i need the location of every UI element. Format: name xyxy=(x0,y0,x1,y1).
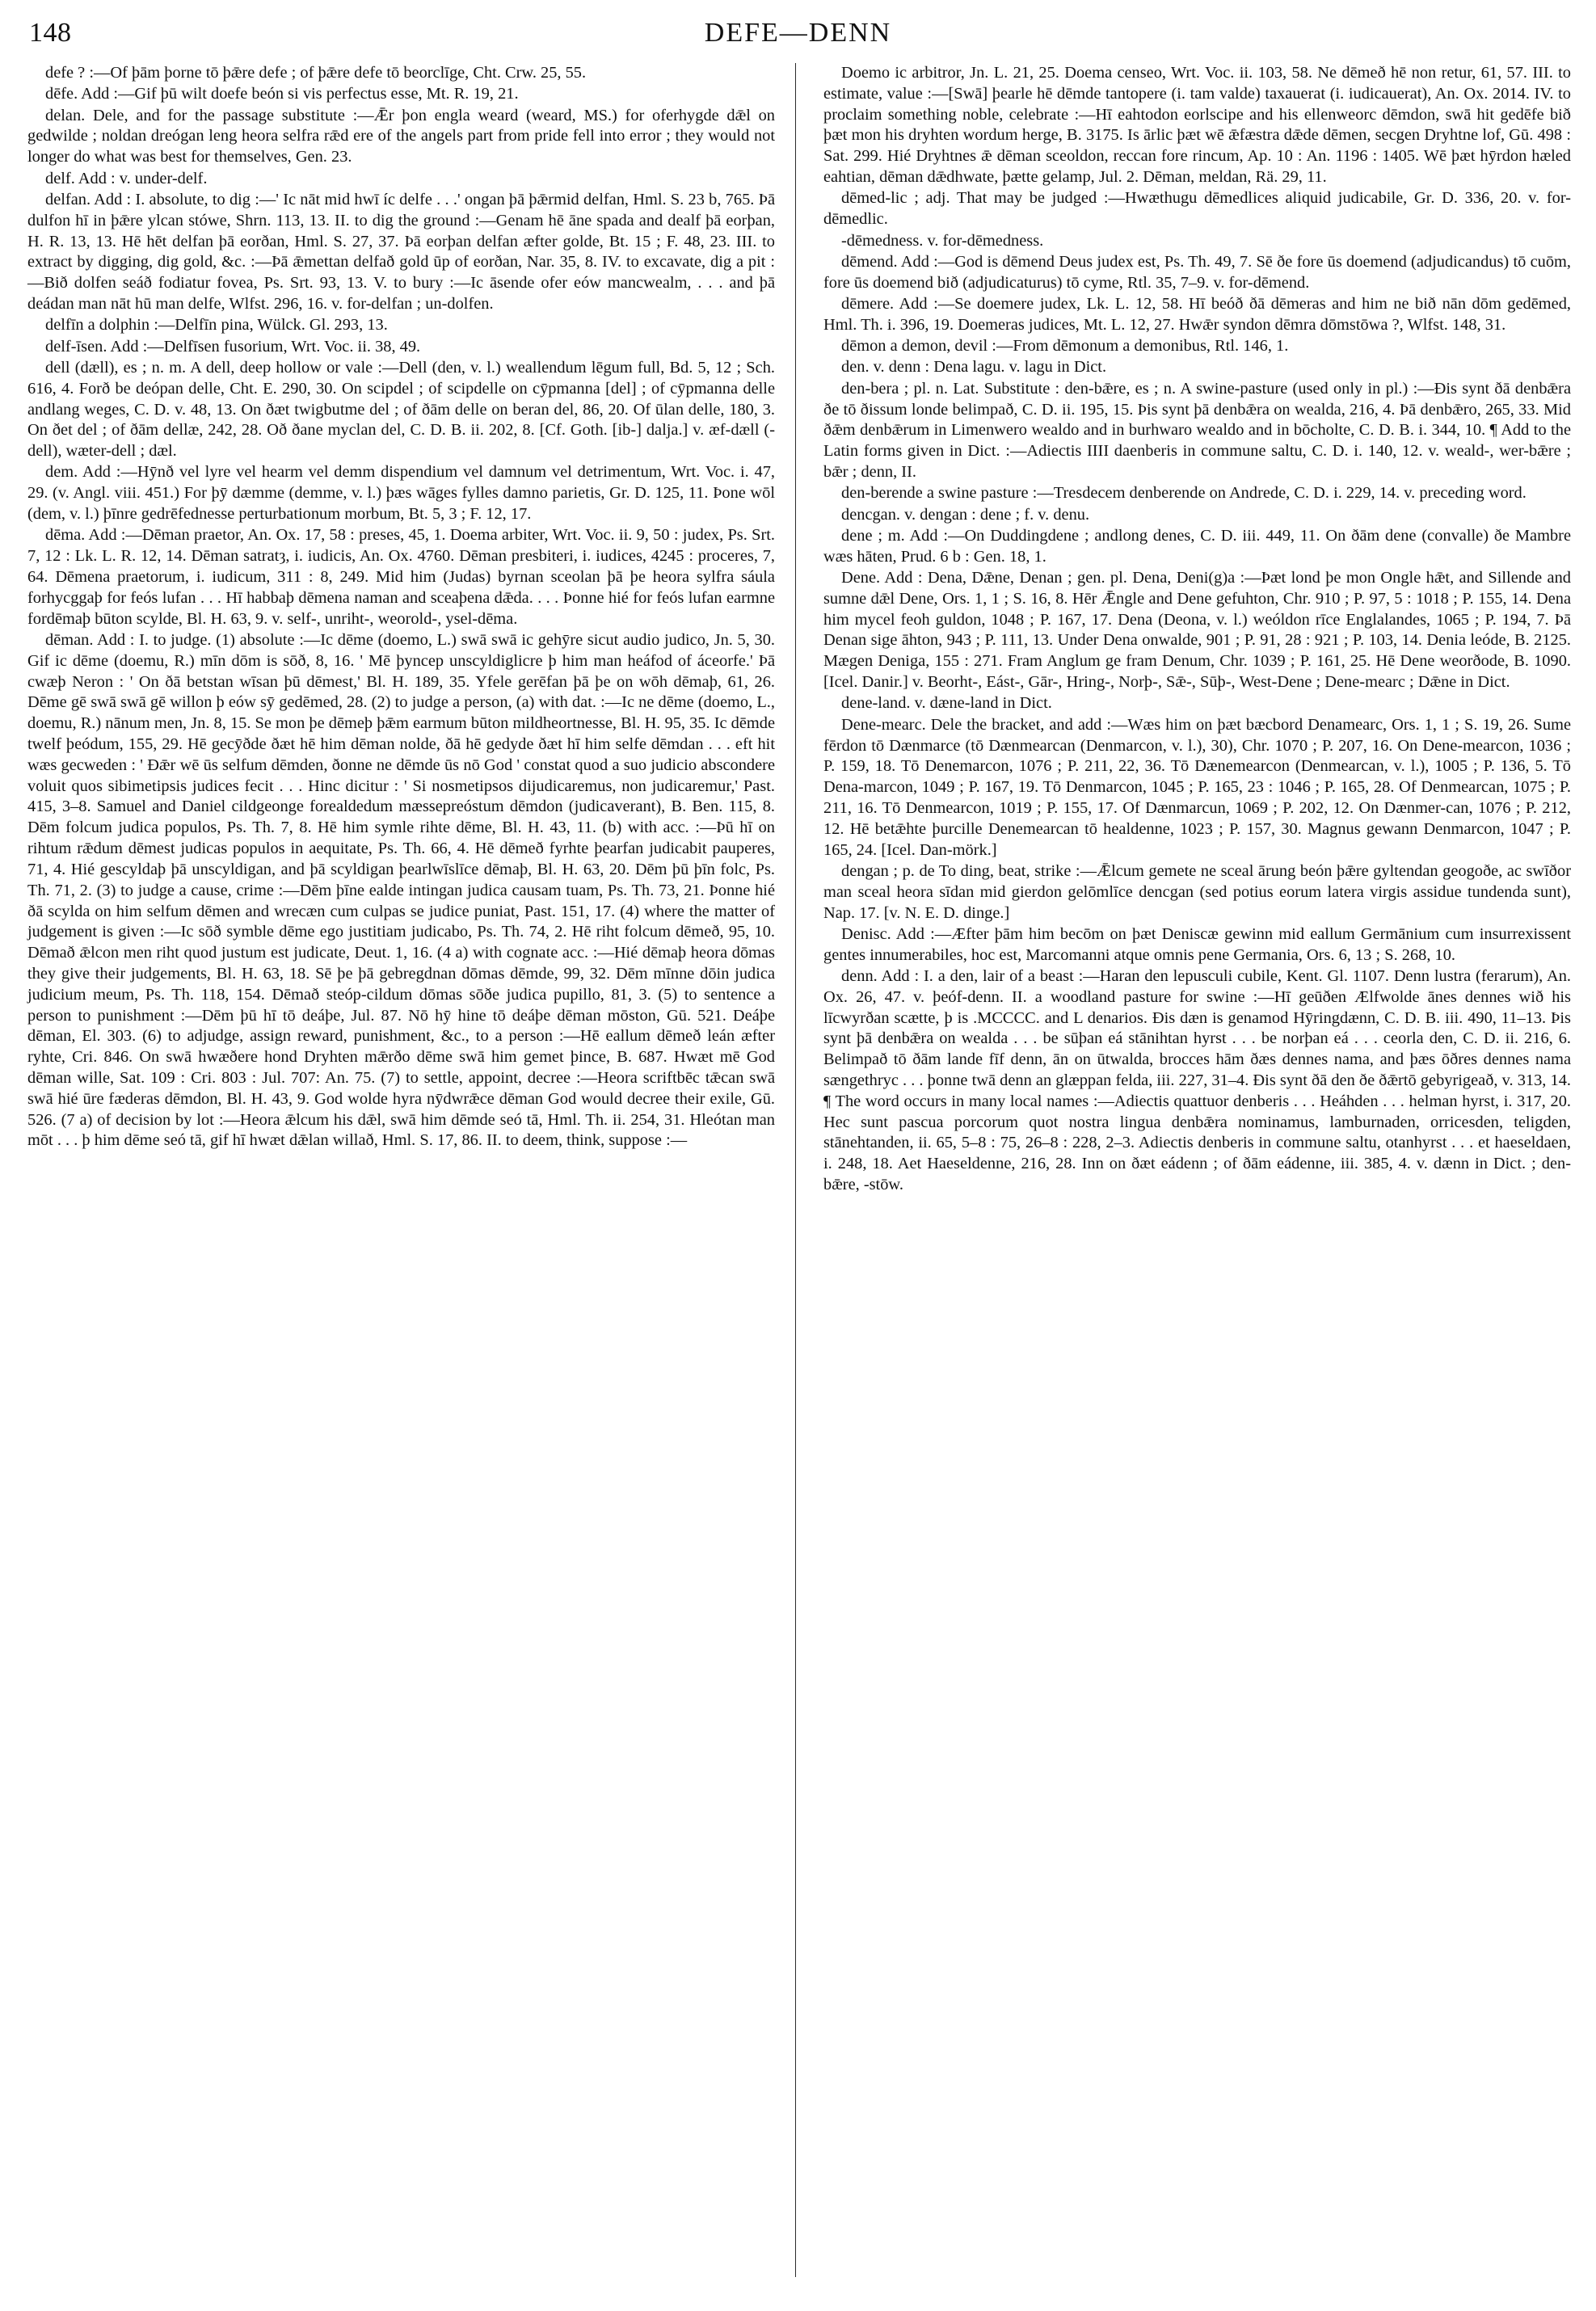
dictionary-entry: delfan. Add : I. absolute, to dig :—' Ic nāt mid hwī íc delfe . . .' ongan þā þǣrmid delfan, Hml. S. 23 b, 765. Þā dulfon hī in þǣre ylcan stówe, Shrn. 113, 13. II. to dig the ground :—Genam hē āne spada and dealf þā eorþan, H. R. 13, 13. Hē hēt delfan þā eorðan, Hml. S. 27, 37. Þā eorþan delfan æfter golde, Bt. 15 ; F. 48, 23. III. to extract by digging, dig gold, &c. :—Þā ǣmettan delfað gold ūp of eorðan, Nar. 35, 8. IV. to excavate, dig a pit :—Bið dolfen seáð fodiatur fovea, Ps. Srt. 93, 13. V. to bury :—Ic āsende ofer eów mancwealm, . . . and þā deádan man nāt hū man delfe, Wlfst. 296, 16. v. for-delfan ; un-dolfen. xyxy=(27,190,775,313)
text-columns xyxy=(27,63,1571,2277)
dictionary-entry: dēmend. Add :—God is dēmend Deus judex est, Ps. Th. 49, 7. Sē ðe fore ūs doemend (adjudicandus) tō cuōm, fore ūs doemend bið (adjudicaturus) tō cyme, Rtl. 35, 7–9. v. for-dēmend. xyxy=(823,252,1571,292)
right-column xyxy=(823,63,1571,2277)
dictionary-entry: Dene. Add : Dena, Dǣne, Denan ; gen. pl. Dena, Deni(g)a :—Þæt lond þe mon Ongle hǣt, and Sillende and sumne dǣl Dene, Ors. 1, 1 ; S. 16, 8. Hēr Ǣngle and Dene gefuhton, Chr. 910 ; P. 97, 5 : 1018 ; P. 155, 14. Dena him mycel feoh guldon, 1048 ; P. 167, 17. Dena (Deona, v. l.) weóldon rīce Englalandes, 1065 ; P. 194, 7. Þā Denan sige āhton, 943 ; P. 111, 13. Under Dena onwalde, 901 ; P. 91, 28 : 921 ; P. 103, 14. Denia leóde, B. 2125. Mægen Deniga, 155 : 271. Fram Anglum ge fram Denum, Chr. 1039 ; P. 161, 25. Hē Dene weorðode, B. 1090. [Icel. Danir.] v. Beorht-, Eást-, Gār-, Hring-, Norþ-, Sǣ-, Sūþ-, West-Dene ; Dene-mearc ; Dǣne in Dict. xyxy=(823,569,1571,692)
dictionary-entry: delf-īsen. Add :—Delfīsen fusorium, Wrt. Voc. ii. 38, 49. xyxy=(45,337,421,356)
page-header xyxy=(0,18,1596,55)
dictionary-entry: den-berende a swine pasture :—Tresdecem denberende on Andrede, C. D. i. 229, 14. v. preceding word. xyxy=(841,484,1527,503)
dictionary-entry: dēmed-lic ; adj. That may be judged :—Hwæthugu dēmedlices aliquid judicabile, Gr. D. 336, 20. v. for-dēmedlic. xyxy=(823,189,1571,229)
dictionary-entry: dem. Add :—Hȳnð vel lyre vel hearm vel demm dispendium vel damnum vel detrimentum, Wrt. Voc. i. 47, 29. (v. Angl. viii. 451.) For þȳ dæmme (demme, v. l.) þæs wāges fylles damno parietis, Gr. D. 125, 11. Þone wōl (dem, v. l.) þīnre gedrēfednesse perturbationum morbum, Bt. 5, 3 ; F. 12, 17. xyxy=(27,463,775,524)
dictionary-entry: defe ? :—Of þām þorne tō þǣre defe ; of þǣre defe tō beorclīge, Cht. Crw. 25, 55. xyxy=(45,64,587,82)
dictionary-entry: Doemo ic arbitror, Jn. L. 21, 25. Doema censeo, Wrt. Voc. ii. 103, 58. Ne dēmeð hē non retur, 61, 57. III. to estimate, value :—[Swā] þearle hē dēmde tantopere (i. tam valde) taxauerat (i. iudicauerat), An. Ox. 2014. IV. to proclaim something noble, celebrate :—Hī eahtodon eorlscipe and his ellenweorc dēmdon, swā hit gedēfe bið þæt mon his dryhten wordum herge, B. 3175. Is ārlic þæt wē ǣfæstra dǣde dēmen, secgen Dryhtne lof, Gū. 498 : Sat. 299. Hié Dryhtnes ǣ dēman sceoldon, reccan fore rincum, Ap. 10 : An. 1196 : 1405. Wē þæt hȳrdon hæled eahtian, dēman dǣdhwate, þætte gelamp, Jul. 2. Dēman, meldan, Rä. 29, 11. xyxy=(823,64,1571,187)
dictionary-entry: Denisc. Add :—Æfter þām him becōm on þæt Deniscæ gewinn mid eallum Germānium cum insurrexissent gentes innumerabiles, hoc est, Marcomanni atque omnis pene Germania, Ors. 6, 13 ; S. 268, 10. xyxy=(823,924,1571,964)
dictionary-entry: Dene-mearc. Dele the bracket, and add :—Wæs him on þæt bæcbord Denamearc, Ors. 1, 1 ; S. 19, 26. Sume fērdon tō Dænmarce (tō Dænmearcan (Denmarcon, v. l.), 30), Chr. 1070 ; P. 207, 16. On Dene-mearcon, 1036 ; P. 159, 18. Tō Denemarcon, 1076 ; P. 211, 22, 36. Tō Dænemearcon (Denmearcan, v. l.), 1005 ; P. 136, 5. Tō Dena-marcon, 1049 ; P. 167, 19. Tō Denmarcon, 1045 ; P. 165, 23 : 1046 ; P. 165, 28. Of Denmearcan, 1075 ; P. 211, 16. Tō Denmearcon, 1019 ; P. 155, 17. Of Dænmarcun, 1069 ; P. 202, 12. On Dænmer-can, 1076 ; P. 212, 12. Hē betǣhte þurcille Denemearcan tō healdenne, 1023 ; P. 157, 30. Magnus gewann Denmarcon, 1047 ; P. 165, 24. [Icel. Dan-mörk.] xyxy=(823,715,1571,859)
dictionary-entry: dengan ; p. de To ding, beat, strike :—Ǣlcum gemete ne sceal ārung beón þǣre gyltendan geogoðe, ac swīðor man sceal heora sīdan mid gierdon gelōmlīce dencgan (sed potius eorum latera virgis assidue tundenda sunt), Nap. 17. [v. N. E. D. dinge.] xyxy=(823,861,1571,922)
dictionary-entry: dēfe. Add :—Gif þū wilt doefe beón si vis perfectus esse, Mt. R. 19, 21. xyxy=(45,85,519,103)
dictionary-entry: -dēmedness. v. for-dēmedness. xyxy=(841,231,1044,250)
dictionary-entry: dēmere. Add :—Se doemere judex, Lk. L. 12, 58. Hī beóð ðā dēmeras and him ne bið nān dōm gedēmed, Hml. Th. i. 396, 19. Doemeras judices, Mt. L. 12, 27. Hwǣr syndon dēmra dōmstōwa ?, Wlfst. 148, 31. xyxy=(823,294,1571,334)
dictionary-entry: delfīn a dolphin :—Delfīn pina, Wülck. Gl. 293, 13. xyxy=(45,316,388,335)
dictionary-entry: denn. Add : I. a den, lair of a beast :—Haran den lepusculi cubile, Kent. Gl. 1107. Denn lustra (ferarum), An. Ox. 26, 47. v. þeóf-denn. II. a woodland pasture for swine :—Hī geūðen Ælfwolde ānes dennes wið his līcwyrðan scætte, þ is .MCCCC. and L denarios. Ðis dæn is genamod Hȳringdænn, C. D. B. iii. 490, 11–13. Þis synt þā denbǣra on wealda . . . be sūþan eá stānihtan hyrst . . . be norþan eá . . . ceorla den, C. D. ii. 216, 6. Belimpað tō ðām lande fīf denn, ān on ūtwalda, brocces hām ðæs dennes nama, and þæs ōðres dennes nama sængethryc . . . þonne twā denn an glæppan felda, iii. 227, 31–4. Ðis synt ðā den ðe ðǣrtō gebyrigeað, v. 313, 14. ¶ The word occurs in many local names :—Adiectis quattuor denberis . . . Heáhden . . . helman hyrst, i. 317, 20. Hec sunt pascua porcorum quot nostra lingua denbǣra nominamus, lamburnaden, orricesden, teligden, stānehtanden, ii. 65, 5–8 : 75, 26–8 : 228, 2–3. Adiectis denberis in commune saltu, otanhyrst . . . et haeseldaen, i. 248, 18. Aet Haeseldenne, 216, 28. Inn on ðæt eádenn ; of ðām eádenne, iii. 385, 4. v. dænn in Dict. ; den-bǣre, -stōw. xyxy=(823,966,1571,1194)
dictionary-entry: dene-land. v. dæne-land in Dict. xyxy=(841,694,1052,713)
dictionary-entry: den. v. denn : Dena lagu. v. lagu in Dict. xyxy=(841,358,1107,377)
dictionary-entry: delf. Add : v. under-delf. xyxy=(45,169,208,187)
dictionary-entry: dēma. Add :—Dēman praetor, An. Ox. 17, 58 : preses, 45, 1. Doema arbiter, Wrt. Voc. ii. 9, 50 : judex, Ps. Srt. 7, 12 : Lk. L. R. 12, 14. Dēman satratȝ, i. iudicis, An. Ox. 4760. Dēman presbiteri, i. iudices, 4245 : proceres, 7, 64. Dēmena praetorum, i. iudicum, 311 : 8, 249. Mid him (Judas) byrnan sceolan þā þe heora sylfra sáula forhycggaþ for feós lufan . . . Hī habbaþ dēmena naman and sceaþena dǣda. . . . Þonne hié for feós lufan earmne fordēmaþ būton scylde, Bl. H. 63, 9. v. self-, unriht-, weorold-, ysel-dēma. xyxy=(27,526,775,628)
dictionary-entry: dēman. Add : I. to judge. (1) absolute :—Ic dēme (doemo, L.) swā swā ic gehȳre sicut audio judico, Jn. 5, 30. Gif ic dēme (doemu, R.) mīn dōm is sōð, 8, 16. ' Mē þyncep unscyldiglicre þ him man heáfod of áceorfe.' Þā cwæþ Neron : ' On ðā betstan wīsan þū dēmest,' Bl. H. 189, 35. Yfele gerēfan þā þe on wōh dēmaþ, 61, 26. Dēme gē swā swā gē willon þ eów sȳ gedēmed, 28. (2) to judge a person, (a) with dat. :—Ic ne dēme (doemo, L., doemu, R.) nānum men, Jn. 8, 15. Se mon þe dēmeþ þǣm earmum būton mildheortnesse, Bl. H. 95, 35. Ic dēmde twelf þeódum, 155, 29. Hē gecȳðde ðæt hē him dēman nolde, ðā hē gedyde ðæt hī him selfe dēmdan . . . eft hit wæs gecweden : ' Ðǣr wē ūs selfum dēmden, ðonne ne dēmde ūs nō God ' constat quod a suo judicio abscondere voluit quos sibimetipsis judices fecit . . . Hinc dicitur : ' Si nosmetipsos dijudicaremus, non judicaremur,' Past. 415, 3–8. Samuel and Daniel cildgeonge forealdedum mæssepreóstum dēmdon (judicaverant), B. Ben. 115, 8. Dēm folcum judica populos, Ps. Th. 7, 8. Hē him symle rihte dēme, Bl. H. 43, 11. (b) with acc. :—Þū hī on rihtum rǣdum dēmest judicas populos in aequitate, Ps. Th. 66, 4. Hē dēmeð fyrhte þearfan judicabit pauperes, 71, 4. Hié gescyldaþ þā unscyldigan, and þā scyldigan þearlwīslīce dēmaþ, Bl. H. 63, 20. Dēm þū þīn folc, Ps. Th. 71, 2. (3) to judge a cause, crime :—Dēm þīne ealde intingan judica causam tuam, Ps. Th. 73, 21. Þonne hié ðā scylda on him selfum dēmen and wrecæn cum culpas se judice puniat, Past. 151, 17. (4) where the matter of judgement is given :—Ic sōð symble dēme ego justitiam judicabo, Ps. Th. 74, 2. Hē riht folcum dēmeð, 95, 10. Dēmað ǣlcon men riht quod justum est judicate, Deut. 1, 16. (4 a) with cognate acc. :—Hié dēmaþ heora dōmas they give their judgements, Bl. H. 63, 18. Sē þe þā gebregdnan dōmas dēmde, 99, 32. Dēm mīnne dōin judica judicium meum, Ps. Th. 118, 154. Dēmað steóp-cildum dōmas sōðe judica pupillo, 81, 3. (5) to sentence a person to punishment :—Dēm þū hī tō deáþe, Jul. 87. Nō hȳ hine tō deáþe dēman mōston, Gū. 521. Deáþe dēman, El. 303. (6) to adjudge, assign reward, punishment, &c., to a person :—Hē eallum dēmeð leán æfter ryhte, Cri. 846. On swā hwæðere hond Dryhten mǣrðo dēme swā him gemet þince, B. 687. Hwæt mē God dēman wille, Sat. 109 : Cri. 803 : Jul. 707: An. 75. (7) to settle, appoint, decree :—Heora scriftbēc tǣcan swā swā hié ūre fæderas dēmdon, Bl. H. 43, 9. God wolde hyra nȳdwrǣce dēman God would decree their exile, Gū. 526. (7 a) of decision by lot :—Heora ǣlcum his dǣl, swā him dēmde seó tā, Hml. Th. ii. 254, 31. Hleótan man mōt . . . þ him dēme seó tā, gif hī hwæt dǣlan willað, Hml. S. 17, 86. II. to deem, think, suppose :— xyxy=(27,630,775,1150)
running-head: DEFE—DENN xyxy=(704,18,892,48)
dictionary-entry: dencgan. v. dengan : dene ; f. v. denu. xyxy=(841,505,1090,524)
dictionary-entry: den-bera ; pl. n. Lat. Substitute : den-bǣre, es ; n. A swine-pasture (used only in pl.) :—Ðis synt ðā denbǣra ðe tō ðissum londe belimpað, C. D. ii. 195, 15. Þis synt þā denbǣra on wealda, 216, 4. Þā denbǣro, 265, 33. Mid ðǣm denbǣrum in Limenwero wealdo and in burhwaro wealdo and in bōcholte, C. D. B. i. 344, 10. ¶ Add to the Latin forms given in Dict. :—Adiectis IIII daenberis in commune saltu, C. D. i. 140, 12. v. weald-, wer-bǣre ; bǣr ; denn, II. xyxy=(823,379,1571,481)
dictionary-entry: delan. Dele, and for the passage substitute :—Ǣr þon engla weard (weard, MS.) for oferhygde dǣl on gedwilde ; noldan dreógan leng heora selfra rǣd ere of the angels part from pride fell into error ; they would not longer do what was best for themselves, Gen. 23. xyxy=(27,106,775,166)
left-column xyxy=(27,63,775,2277)
page-number: 148 xyxy=(29,18,72,48)
dictionary-entry: dene ; m. Add :—On Duddingdene ; andlong denes, C. D. iii. 449, 11. On ðām dene (convalle) ðe Mambre wæs hāten, Prud. 6 b : Gen. 18, 1. xyxy=(823,526,1571,566)
dictionary-entry: dēmon a demon, devil :—From dēmonum a demonibus, Rtl. 146, 1. xyxy=(841,337,1289,356)
dictionary-entry: dell (dæll), es ; n. m. A dell, deep hollow or vale :—Dell (den, v. l.) weallendum lēgum full, Bd. 5, 12 ; Sch. 616, 4. Forð be deópan delle, Cht. E. 290, 30. On scipdel ; of scipdelle on cȳpmanna [del] ; of cȳpmanna delle andlang weges, C. D. v. 48, 13. On ðæt twigbutme del ; of ðām delle on beran del, 86, 20. Of ūlan delle, 180, 3. On ðet del ; of ðām dellæ, 242, 28. Oð ðane myclan del, C. D. B. ii. 202, 8. [Cf. Goth. [ib-] dalja.] v. æf-dæll (-dell), wæter-dell ; dæl. xyxy=(27,358,775,461)
